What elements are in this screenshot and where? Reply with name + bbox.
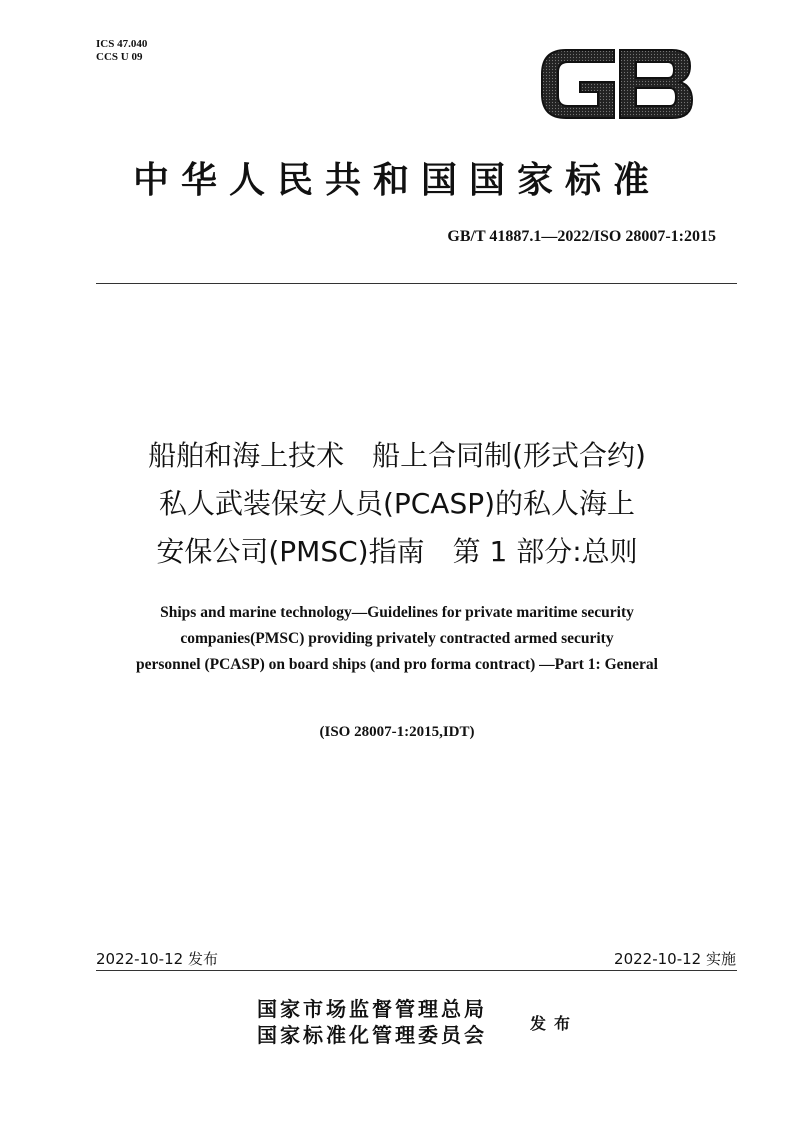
adoption-note: (ISO 28007-1:2015,IDT) xyxy=(319,724,475,740)
publish-date: 2022-10-12 发布 xyxy=(96,950,218,968)
ics-code: ICS 47.040 xyxy=(96,38,148,50)
chinese-title xyxy=(40,432,754,576)
issuing-authorities xyxy=(257,996,487,1048)
top-divider xyxy=(96,283,737,284)
issuer-samr: 国家市场监督管理总局 xyxy=(257,997,487,1021)
issued-label: 发布 xyxy=(530,1014,579,1033)
gb-logo-b xyxy=(620,50,692,118)
english-title-line: Ships and marine technology—Guidelines for private maritime security xyxy=(160,604,634,621)
chinese-title-line: 船舶和海上技术 船上合同制(形式合约) xyxy=(148,439,646,472)
issuer-sac: 国家标准化管理委员会 xyxy=(257,1023,487,1047)
classification-codes xyxy=(96,38,147,64)
bottom-divider xyxy=(96,970,737,971)
gb-logo-g xyxy=(542,50,614,118)
english-title-line: personnel (PCASP) on board ships (and pro forma contract) —Part 1: General xyxy=(136,656,658,673)
ccs-code: CCS U 09 xyxy=(96,51,143,63)
standard-title: 中华人民共和国国家标准 xyxy=(132,159,661,201)
standard-number: GB/T 41887.1—2022/ISO 28007-1:2015 xyxy=(447,228,716,245)
english-title xyxy=(40,600,754,678)
implement-date: 2022-10-12 实施 xyxy=(614,950,736,968)
gb-logo xyxy=(536,44,696,124)
english-title-line: companies(PMSC) providing privately contracted armed security xyxy=(180,630,614,647)
chinese-title-line: 安保公司(PMSC)指南 第 1 部分:总则 xyxy=(156,535,638,568)
chinese-title-line: 私人武装保安人员(PCASP)的私人海上 xyxy=(158,487,636,520)
